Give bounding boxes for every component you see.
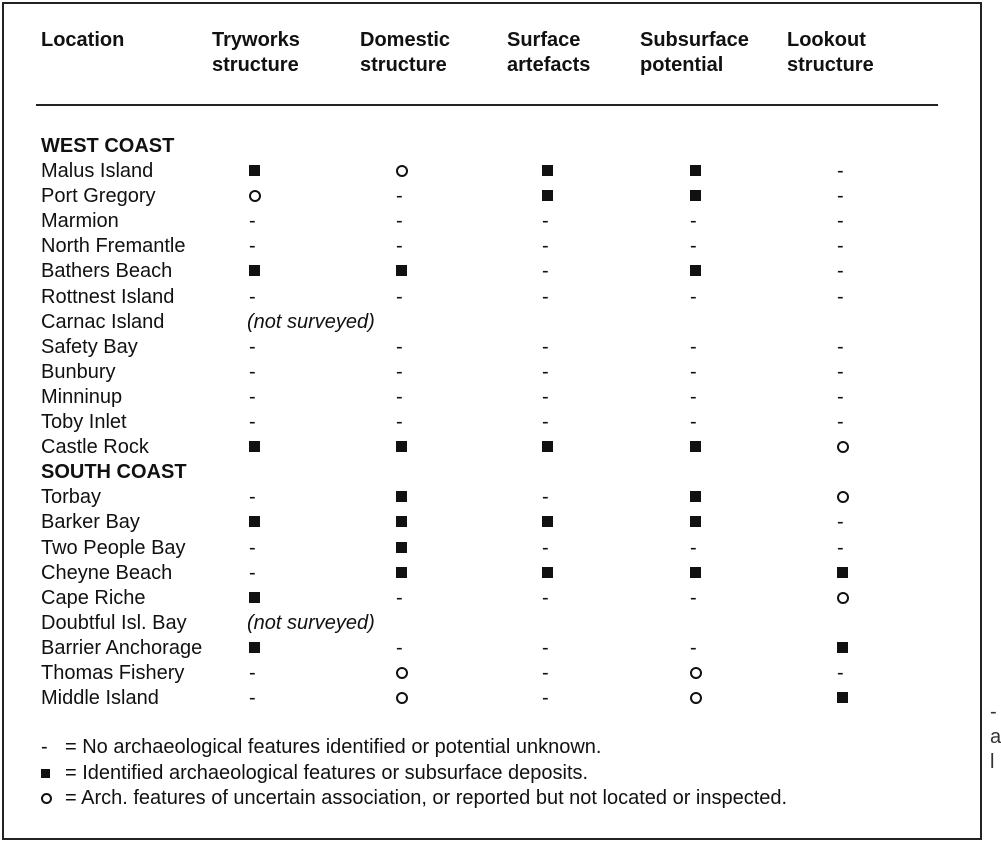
cell-domestic xyxy=(396,385,416,410)
table-row xyxy=(0,259,1000,284)
filled-square-icon xyxy=(690,567,701,578)
cell-surface xyxy=(542,586,562,611)
cell-subsurface xyxy=(690,234,710,259)
cell-tryworks xyxy=(249,561,269,586)
dash-symbol: - xyxy=(690,335,697,358)
filled-square-icon xyxy=(249,516,260,527)
cell-surface xyxy=(542,510,562,535)
header-rule xyxy=(36,104,938,106)
cell-surface xyxy=(542,184,562,209)
dash-symbol: - xyxy=(690,360,697,383)
filled-square-icon xyxy=(396,542,407,553)
cell-tryworks xyxy=(249,410,269,435)
dash-symbol: - xyxy=(542,411,549,434)
table-row xyxy=(0,435,1000,460)
cell-lookout xyxy=(837,285,857,310)
location-label: Castle Rock xyxy=(41,436,149,459)
filled-square-icon xyxy=(396,567,407,578)
filled-square-icon xyxy=(690,441,701,452)
cell-subsurface xyxy=(690,335,710,360)
filled-square-icon xyxy=(690,165,701,176)
cell-surface xyxy=(542,485,562,510)
filled-square-icon xyxy=(396,491,407,502)
dash-symbol: - xyxy=(837,385,844,408)
table-row xyxy=(0,285,1000,310)
dash-symbol: - xyxy=(542,210,549,233)
open-circle-icon xyxy=(837,592,849,604)
cell-subsurface xyxy=(690,184,710,209)
table-row xyxy=(0,485,1000,510)
cell-tryworks xyxy=(249,159,269,184)
cell-domestic xyxy=(396,259,416,284)
location-label: Port Gregory xyxy=(41,185,156,208)
dash-symbol: - xyxy=(249,561,256,584)
dash-symbol: - xyxy=(690,235,697,258)
filled-square-icon xyxy=(396,265,407,276)
dash-symbol: - xyxy=(249,360,256,383)
open-circle-icon xyxy=(690,692,702,704)
cell-tryworks xyxy=(249,259,269,284)
filled-square-icon xyxy=(542,190,553,201)
legend-text: = Identified archaeological features or subsurface deposits. xyxy=(65,761,589,784)
cell-surface xyxy=(542,159,562,184)
location-label: Bathers Beach xyxy=(41,260,173,283)
cell-tryworks xyxy=(249,184,269,209)
cell-domestic xyxy=(396,510,416,535)
legend-item xyxy=(41,735,787,761)
open-circle-icon xyxy=(249,190,261,202)
cell-domestic xyxy=(396,586,416,611)
location-label: Marmion xyxy=(41,210,119,233)
table-row xyxy=(0,686,1000,711)
cell-tryworks xyxy=(249,510,269,535)
cell-subsurface xyxy=(690,410,710,435)
location-label: Toby Inlet xyxy=(41,411,127,434)
filled-square-icon xyxy=(249,592,260,603)
location-label: North Fremantle xyxy=(41,235,186,258)
location-label: Malus Island xyxy=(41,160,154,183)
cell-tryworks xyxy=(249,285,269,310)
dash-symbol: - xyxy=(396,636,403,659)
location-label: Rottnest Island xyxy=(41,285,175,308)
dash-symbol: - xyxy=(837,185,844,208)
cell-surface xyxy=(542,410,562,435)
dash-symbol: - xyxy=(542,586,549,609)
cutoff-char: a xyxy=(990,726,1001,748)
open-circle-icon xyxy=(41,793,52,804)
cell-lookout xyxy=(837,360,857,385)
table-row xyxy=(0,586,1000,611)
dash-symbol: - xyxy=(542,661,549,684)
cell-surface xyxy=(542,360,562,385)
dash-symbol: - xyxy=(41,736,48,758)
location-label: Bunbury xyxy=(41,360,116,383)
cell-lookout xyxy=(837,234,857,259)
legend-text: = No archaeological features identified or potential unknown. xyxy=(65,736,602,758)
location-label: Two People Bay xyxy=(41,536,186,559)
cell-lookout xyxy=(837,159,857,184)
table-row xyxy=(0,410,1000,435)
filled-square-icon xyxy=(249,441,260,452)
legend-key xyxy=(41,761,65,787)
cell-lookout xyxy=(837,335,857,360)
legend-item xyxy=(41,761,787,787)
cell-lookout xyxy=(837,184,857,209)
cell-subsurface xyxy=(690,561,710,586)
header-tryworks: Tryworks structure xyxy=(212,29,300,76)
location-label: Barrier Anchorage xyxy=(41,636,203,659)
dash-symbol: - xyxy=(837,210,844,233)
legend xyxy=(41,735,787,812)
header-lookout: Lookout structure xyxy=(787,29,874,76)
dash-symbol: - xyxy=(837,536,844,559)
cell-subsurface xyxy=(690,636,710,661)
cell-subsurface xyxy=(690,661,710,686)
dash-symbol: - xyxy=(396,385,403,408)
cell-surface xyxy=(542,536,562,561)
table-row xyxy=(0,510,1000,535)
cell-surface xyxy=(542,335,562,360)
dash-symbol: - xyxy=(249,661,256,684)
dash-symbol: - xyxy=(249,210,256,233)
dash-symbol: - xyxy=(396,210,403,233)
dash-symbol: - xyxy=(542,536,549,559)
dash-symbol: - xyxy=(837,335,844,358)
location-label: Safety Bay xyxy=(41,335,138,358)
cell-tryworks xyxy=(249,586,269,611)
cell-tryworks xyxy=(249,485,269,510)
filled-square-icon xyxy=(41,769,50,778)
dash-symbol: - xyxy=(690,536,697,559)
filled-square-icon xyxy=(396,516,407,527)
cell-domestic xyxy=(396,285,416,310)
table-row xyxy=(0,184,1000,209)
table-row xyxy=(0,661,1000,686)
dash-symbol: - xyxy=(249,285,256,308)
filled-square-icon xyxy=(837,642,848,653)
cell-tryworks xyxy=(249,385,269,410)
cell-tryworks xyxy=(249,686,269,711)
location-label: Cheyne Beach xyxy=(41,561,173,584)
filled-square-icon xyxy=(690,491,701,502)
cell-domestic xyxy=(396,686,416,711)
dash-symbol: - xyxy=(837,235,844,258)
dash-symbol: - xyxy=(542,260,549,283)
open-circle-icon xyxy=(396,667,408,679)
cell-lookout xyxy=(837,561,857,586)
cell-tryworks xyxy=(249,209,269,234)
open-circle-icon xyxy=(396,692,408,704)
cell-domestic xyxy=(396,485,416,510)
dash-symbol: - xyxy=(396,285,403,308)
cell-lookout xyxy=(837,209,857,234)
cell-lookout xyxy=(837,410,857,435)
legend-key xyxy=(41,735,65,761)
cell-tryworks xyxy=(249,661,269,686)
cell-domestic xyxy=(396,410,416,435)
cutoff-char: - xyxy=(990,701,997,723)
cell-subsurface xyxy=(690,586,710,611)
location-label: Thomas Fishery xyxy=(41,661,185,684)
filled-square-icon xyxy=(249,165,260,176)
cell-domestic xyxy=(396,159,416,184)
cell-lookout xyxy=(837,510,857,535)
dash-symbol: - xyxy=(542,235,549,258)
table-row xyxy=(0,234,1000,259)
cell-lookout xyxy=(837,485,857,510)
cell-subsurface xyxy=(690,510,710,535)
open-circle-icon xyxy=(690,667,702,679)
cell-subsurface xyxy=(690,285,710,310)
cell-domestic xyxy=(396,636,416,661)
cutoff-text xyxy=(990,700,1001,775)
cell-lookout xyxy=(837,259,857,284)
filled-square-icon xyxy=(837,567,848,578)
cell-subsurface xyxy=(690,485,710,510)
section-label: SOUTH COAST xyxy=(41,461,187,484)
dash-symbol: - xyxy=(690,210,697,233)
dash-symbol: - xyxy=(542,360,549,383)
dash-symbol: - xyxy=(690,636,697,659)
legend-key xyxy=(41,786,65,812)
table-row xyxy=(0,636,1000,661)
cell-domestic xyxy=(396,335,416,360)
cell-surface xyxy=(542,259,562,284)
cell-subsurface xyxy=(690,435,710,460)
dash-symbol: - xyxy=(249,335,256,358)
table-row xyxy=(0,310,1000,335)
dash-symbol: - xyxy=(542,385,549,408)
cell-tryworks xyxy=(249,234,269,259)
cell-tryworks xyxy=(249,636,269,661)
header-surface: Surface artefacts xyxy=(507,29,591,76)
location-label: Cape Riche xyxy=(41,586,146,609)
cell-subsurface xyxy=(690,259,710,284)
dash-symbol: - xyxy=(249,385,256,408)
table-row xyxy=(0,209,1000,234)
location-label: Barker Bay xyxy=(41,511,140,534)
table-row xyxy=(0,385,1000,410)
dash-symbol: - xyxy=(837,285,844,308)
dash-symbol: - xyxy=(249,411,256,434)
table-row xyxy=(0,335,1000,360)
section-label: WEST COAST xyxy=(41,135,175,157)
filled-square-icon xyxy=(249,642,260,653)
cell-domestic xyxy=(396,209,416,234)
location-label: Carnac Island xyxy=(41,310,165,333)
open-circle-icon xyxy=(396,165,408,177)
filled-square-icon xyxy=(542,516,553,527)
cell-lookout xyxy=(837,385,857,410)
cell-tryworks xyxy=(249,360,269,385)
cell-subsurface xyxy=(690,385,710,410)
table-row xyxy=(0,561,1000,586)
cell-subsurface xyxy=(690,536,710,561)
cell-surface xyxy=(542,285,562,310)
cell-subsurface xyxy=(690,209,710,234)
cell-surface xyxy=(542,636,562,661)
cell-domestic xyxy=(396,536,416,561)
open-circle-icon xyxy=(837,491,849,503)
filled-square-icon xyxy=(542,441,553,452)
cell-lookout xyxy=(837,686,857,711)
dash-symbol: - xyxy=(837,411,844,434)
dash-symbol: - xyxy=(396,185,403,208)
cell-domestic xyxy=(396,661,416,686)
dash-symbol: - xyxy=(249,486,256,509)
location-label: Doubtful Isl. Bay xyxy=(41,611,187,634)
filled-square-icon xyxy=(249,265,260,276)
dash-symbol: - xyxy=(542,335,549,358)
header-domestic: Domestic structure xyxy=(360,29,451,76)
filled-square-icon xyxy=(690,265,701,276)
cell-domestic xyxy=(396,184,416,209)
cell-surface xyxy=(542,435,562,460)
dash-symbol: - xyxy=(690,385,697,408)
dash-symbol: - xyxy=(690,411,697,434)
not-surveyed-note: (not surveyed) xyxy=(247,611,375,634)
legend-text: = Arch. features of uncertain association, or reported but not located or inspected. xyxy=(65,787,788,809)
cell-surface xyxy=(542,661,562,686)
filled-square-icon xyxy=(690,190,701,201)
dash-symbol: - xyxy=(396,411,403,434)
section-row xyxy=(0,460,1000,485)
cell-tryworks xyxy=(249,536,269,561)
dash-symbol: - xyxy=(396,360,403,383)
table-row xyxy=(0,611,1000,636)
table-body xyxy=(0,134,1000,711)
not-surveyed-note: (not surveyed) xyxy=(247,310,375,333)
cell-domestic xyxy=(396,561,416,586)
cell-surface xyxy=(542,385,562,410)
cell-surface xyxy=(542,234,562,259)
cell-domestic xyxy=(396,234,416,259)
cell-subsurface xyxy=(690,159,710,184)
dash-symbol: - xyxy=(396,586,403,609)
location-label: Minninup xyxy=(41,385,123,408)
cell-lookout xyxy=(837,636,857,661)
dash-symbol: - xyxy=(837,260,844,283)
section-row xyxy=(0,134,1000,159)
cell-tryworks xyxy=(249,435,269,460)
dash-symbol: - xyxy=(542,486,549,509)
dash-symbol: - xyxy=(396,335,403,358)
cell-lookout xyxy=(837,536,857,561)
dash-symbol: - xyxy=(249,536,256,559)
location-label: Middle Island xyxy=(41,687,159,710)
cell-surface xyxy=(542,209,562,234)
cell-domestic xyxy=(396,435,416,460)
cell-subsurface xyxy=(690,360,710,385)
filled-square-icon xyxy=(837,692,848,703)
header-subsurface: Subsurface potential xyxy=(640,29,749,76)
table-row xyxy=(0,360,1000,385)
cell-domestic xyxy=(396,360,416,385)
dash-symbol: - xyxy=(542,636,549,659)
dash-symbol: - xyxy=(542,285,549,308)
dash-symbol: - xyxy=(690,586,697,609)
legend-item xyxy=(41,786,787,812)
cell-lookout xyxy=(837,435,857,460)
dash-symbol: - xyxy=(542,687,549,710)
dash-symbol: - xyxy=(837,360,844,383)
table-row xyxy=(0,536,1000,561)
cutoff-char: l xyxy=(990,751,995,773)
cell-tryworks xyxy=(249,335,269,360)
cell-lookout xyxy=(837,661,857,686)
table-row xyxy=(0,159,1000,184)
cell-subsurface xyxy=(690,686,710,711)
cell-surface xyxy=(542,686,562,711)
dash-symbol: - xyxy=(396,235,403,258)
filled-square-icon xyxy=(542,567,553,578)
dash-symbol: - xyxy=(837,661,844,684)
dash-symbol: - xyxy=(249,235,256,258)
filled-square-icon xyxy=(396,441,407,452)
open-circle-icon xyxy=(837,441,849,453)
dash-symbol: - xyxy=(249,687,256,710)
cell-lookout xyxy=(837,586,857,611)
dash-symbol: - xyxy=(690,285,697,308)
header-location: Location xyxy=(41,29,125,51)
dash-symbol: - xyxy=(837,511,844,534)
dash-symbol: - xyxy=(837,160,844,183)
filled-square-icon xyxy=(542,165,553,176)
cell-surface xyxy=(542,561,562,586)
filled-square-icon xyxy=(690,516,701,527)
location-label: Torbay xyxy=(41,486,102,509)
